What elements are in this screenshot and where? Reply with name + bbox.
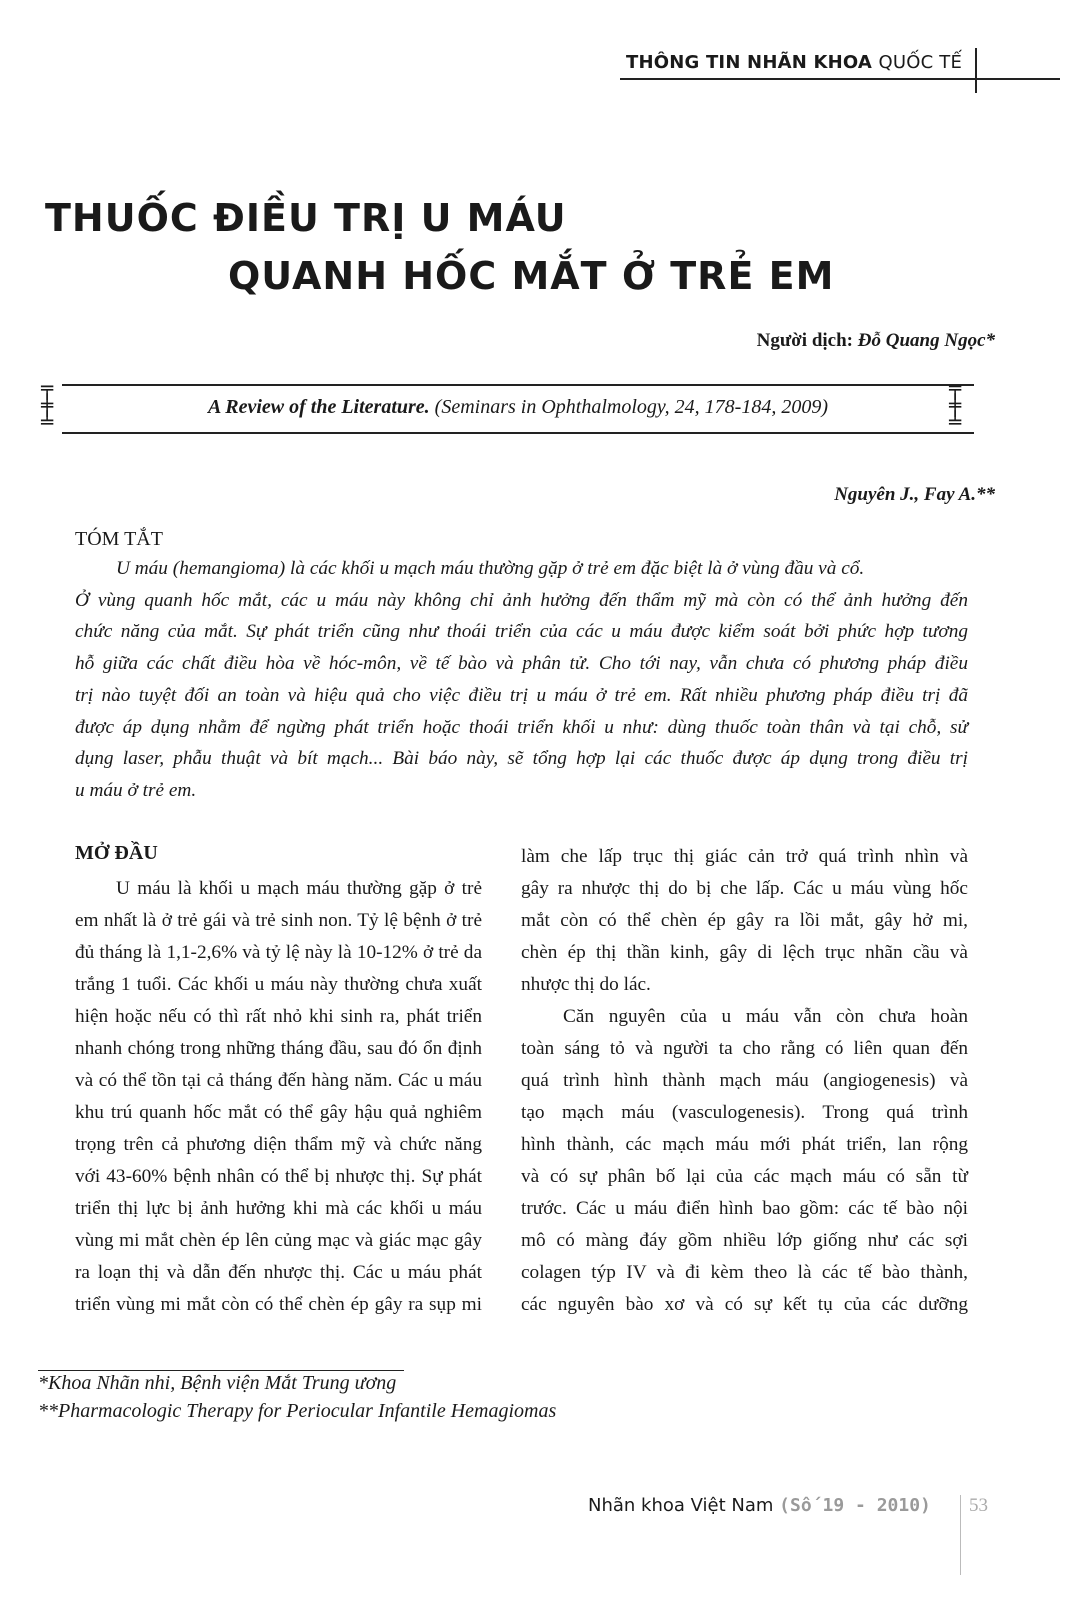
text-line: hình thành, các mạch máu mới phát triển, lan rộng [521,1134,968,1155]
text-line: U máu (hemangioma) là các khối u mạch máu thường gặp ở trẻ em đặc biệt là ở vùng đầu và cổ. [116,558,865,579]
text-line: tạo mạch máu (vasculogenesis). Trong quá trình [521,1102,968,1123]
text-line: Căn nguyên của u máu vẫn còn chưa hoàn [563,1006,968,1027]
text-line: chèn ép thị thần kinh, gây di lệch trục nhãn cầu và [521,942,968,963]
footnote-rule [38,1370,404,1371]
text-line: trước. Các u máu điển hình bao gồm: các tế bào nội [521,1198,968,1219]
page-number: 53 [960,1495,988,1575]
header-rule [620,78,1060,80]
header-section-light: QUỐC TẾ [878,52,963,73]
ornament-left-icon: ╤ ╪ ╧ [40,376,54,434]
footer-journal: Nhãn khoa Việt Nam [588,1495,774,1516]
text-line: làm che lấp trục thị giác cản trở quá trình nhìn và [521,846,968,867]
title-line-1: THUỐC ĐIỀU TRỊ U MÁU [45,196,567,240]
text-line: khu trú quanh hốc mắt có thể gây hậu quả nghiêm [75,1102,482,1123]
intro-heading: MỞ ĐẦU [75,842,158,864]
text-line: mô có màng đáy gồm nhiều lớp giống như các sợi [521,1230,968,1251]
footnote-1: *Khoa Nhãn nhi, Bệnh viện Mắt Trung ương [38,1372,397,1394]
text-line: chức năng của mắt. Sự phát triển cũng như thoái triển của các u máu được kiểm soát bởi phức hợp tương [75,621,968,643]
abstract-heading: TÓM TẮT [75,528,163,550]
footer-issue: (Số 19 - 2010) [779,1495,931,1516]
text-line: và có sự phân bố lại của các mạch máu có sẵn từ [521,1166,968,1187]
translator [757,330,995,352]
authors: Nguyên J., Fay A.** [834,484,995,505]
text-line: hiện hoặc nếu có thì rất nhỏ khi sinh ra, phát triển [75,1006,482,1027]
text-line: U máu là khối u mạch máu thường gặp ở trẻ [116,878,482,899]
text-line: mắt còn có thể chèn ép gây ra lồi mắt, gây hở mi, [521,910,968,931]
text-line: em nhất là ở trẻ gái và trẻ sinh non. Tỷ lệ bệnh ở trẻ [75,910,482,931]
reference-box [62,384,974,434]
text-line: Ở vùng quanh hốc mắt, các u máu này không chỉ ảnh hưởng đến thẩm mỹ mà còn có thể ảnh hưởng đến [75,589,968,611]
text-line: và có thể tồn tại cả tháng đến hàng năm. Các u máu [75,1070,482,1091]
text-line: quá trình hình thành mạch máu (angiogenesis) và [521,1070,968,1091]
text-line: ra loạn thị và dẫn đến nhược thị. Các u máu phát [75,1262,482,1283]
reference-source: (Seminars in Ophthalmology, 24, 178-184, 2009) [434,396,828,418]
reference-text [62,396,974,419]
translator-label: Người dịch: [756,330,854,351]
header-section-bold: THÔNG TIN NHÃN KHOA [626,52,873,73]
text-line: nhược thị do lác. [521,974,651,995]
text-line: u máu ở trẻ em. [75,779,197,801]
text-line: dụng laser, phẫu thuật và bít mạch... Bài báo này, sẽ tổng hợp lại các thuốc được áp dụng trong điều trị [75,748,968,770]
text-line: colagen týp IV và đi kèm theo là các tế bào thành, [521,1262,968,1283]
text-line: trắng 1 tuổi. Các khối u máu này thường chưa xuất [75,974,482,995]
text-line: với 43-60% bệnh nhân có thể bị nhược thị. Sự phát [75,1166,482,1187]
translator-name: Đỗ Quang Ngọc* [857,330,995,351]
text-line: trọng trên cả phương diện thẩm mỹ và chức năng [75,1134,482,1155]
text-line: gây ra nhược thị do bị che lấp. Các u máu vùng hốc [521,878,968,899]
running-header [626,52,962,73]
text-line: toàn sáng tỏ và người ta cho rằng có liên quan đến [521,1038,968,1059]
header-bar [975,48,977,93]
ornament-right-icon: ╤ ╪ ╧ [948,376,962,434]
title-line-2: QUANH HỐC MẮT Ở TRẺ EM [228,254,835,298]
text-line: hỗ giữa các chất điều hòa về hóc-môn, về tế bào và phân tử. Cho tới nay, vẫn chưa có phương pháp điều [75,653,968,675]
page-footer [588,1495,931,1516]
text-line: triển vùng mi mắt còn có thể chèn ép gây ra sụp mi [75,1294,482,1315]
text-line: các nguyên bào xơ và có sự kết tụ của các dưỡng [521,1294,968,1315]
text-line: đủ tháng là 1,1-2,6% và tỷ lệ này là 10-12% ở trẻ da [75,942,482,963]
text-line: nhanh chóng trong những tháng đầu, sau đó ổn định [75,1038,482,1059]
reference-title: A Review of the Literature. [208,396,430,418]
text-line: được áp dụng nhằm để ngừng phát triển hoặc thoái triển khối u như: dùng thuốc toàn thân và tại chỗ, sử [75,716,968,738]
text-line: trị nào tuyệt đối an toàn và hiệu quả cho việc điều trị u máu ở trẻ em. Rất nhiều phương pháp điều trị đã [75,684,968,706]
footnote-2: **Pharmacologic Therapy for Periocular Infantile Hemagiomas [38,1400,557,1422]
text-line: vùng mi mắt chèn ép lên củng mạc và giác mạc gây [75,1230,482,1251]
text-line: triển thị lực bị ảnh hưởng khi mà các khối u máu [75,1198,482,1219]
